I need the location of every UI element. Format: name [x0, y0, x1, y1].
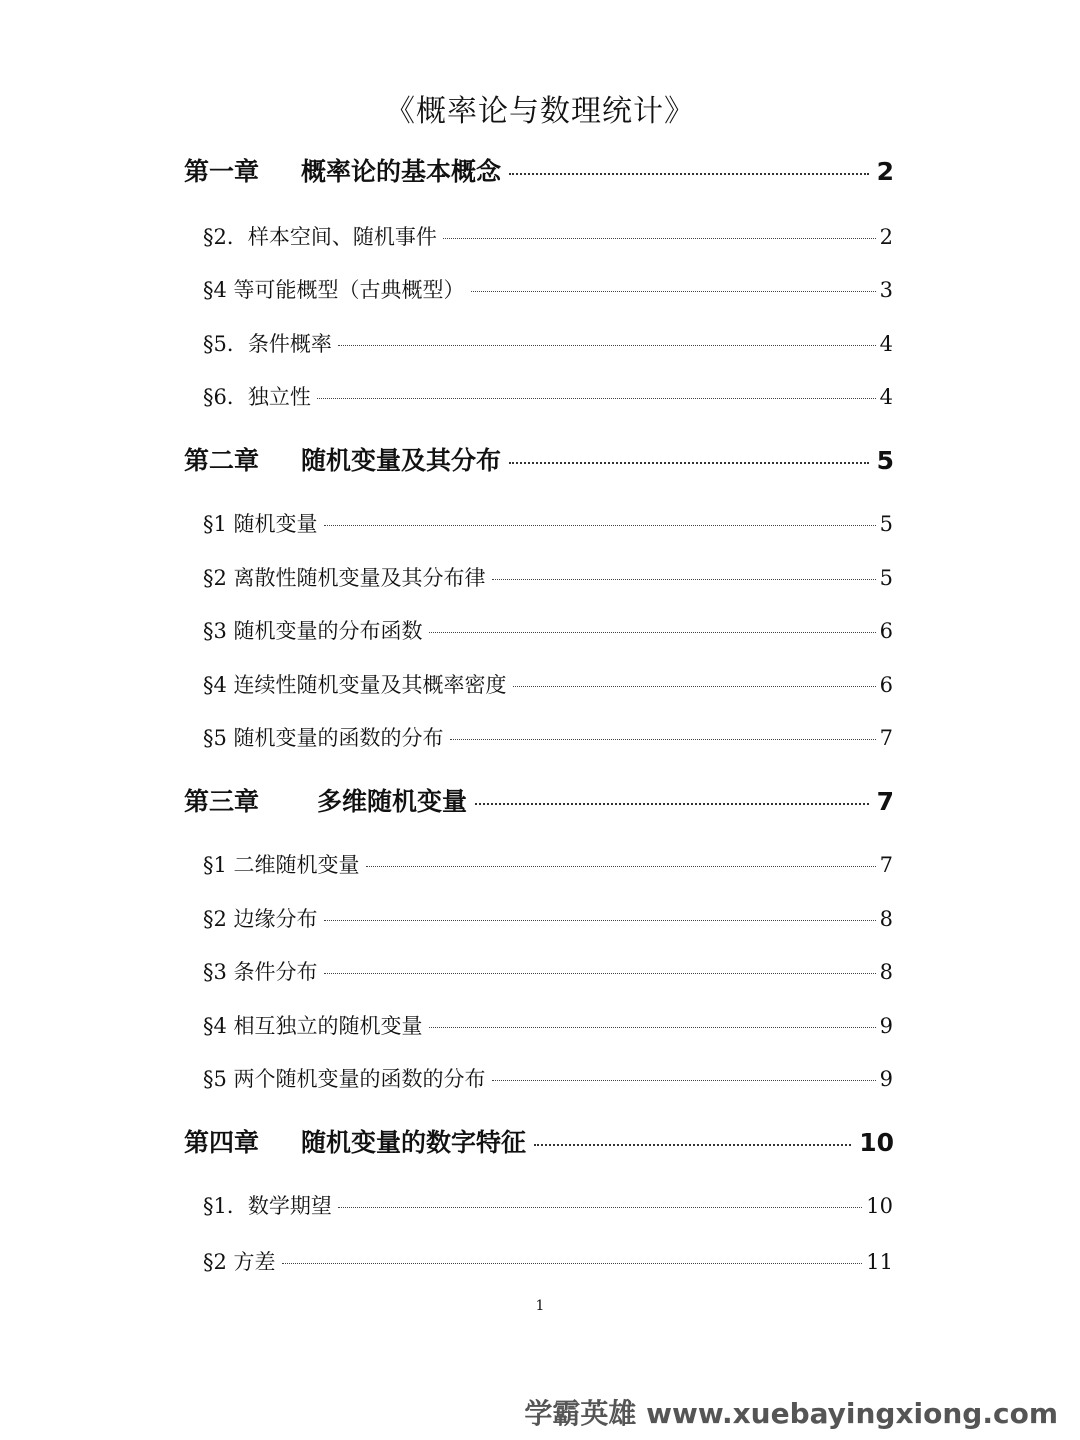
toc-section[interactable] — [203, 669, 893, 699]
toc-section[interactable] — [203, 903, 893, 933]
chapter-page-number: 2 — [876, 157, 894, 186]
chapter-page-number: 7 — [876, 787, 894, 816]
section-label: §4 连续性随机变量及其概率密度 — [203, 673, 507, 697]
dot-leader — [475, 803, 869, 805]
dot-leader — [450, 739, 876, 740]
document-title: 《概率论与数理统计》 — [385, 94, 695, 129]
section-label: §5 两个随机变量的函数的分布 — [203, 1067, 486, 1091]
toc-section[interactable] — [203, 1190, 893, 1220]
dot-leader — [492, 1080, 876, 1081]
section-label: §3 条件分布 — [203, 960, 318, 984]
chapter-title: 概率论的基本概念 — [301, 157, 502, 186]
section-label: §4 等可能概型（古典概型） — [203, 278, 465, 302]
toc-section[interactable] — [203, 562, 893, 592]
section-label: §1 二维随机变量 — [203, 853, 360, 877]
section-label: §2 方差 — [203, 1250, 276, 1274]
section-page-number: 3 — [879, 278, 893, 302]
section-page-number: 9 — [879, 1014, 893, 1038]
dot-leader — [513, 686, 876, 687]
section-label: §1．数学期望 — [203, 1194, 332, 1218]
dot-leader — [338, 1207, 862, 1208]
dot-leader — [429, 632, 876, 633]
toc-section[interactable] — [203, 722, 893, 752]
chapter-number: 第四章 — [184, 1128, 260, 1157]
section-page-number: 2 — [879, 225, 893, 249]
dot-leader — [492, 579, 876, 580]
section-page-number: 6 — [879, 673, 893, 697]
chapter-page-number: 5 — [876, 446, 894, 475]
toc-chapter-4[interactable] — [184, 1123, 894, 1159]
toc-chapter-2[interactable] — [184, 441, 894, 477]
section-page-number: 8 — [879, 907, 893, 931]
toc-chapter-1[interactable] — [184, 152, 894, 188]
section-page-number: 9 — [879, 1067, 893, 1091]
dot-leader — [509, 173, 869, 175]
toc-section[interactable] — [203, 849, 893, 879]
section-page-number: 11 — [866, 1250, 893, 1274]
section-label: §2 离散性随机变量及其分布律 — [203, 566, 486, 590]
toc-section[interactable] — [203, 1246, 893, 1276]
toc-chapter-3[interactable] — [184, 782, 894, 818]
section-label: §4 相互独立的随机变量 — [203, 1014, 423, 1038]
section-page-number: 6 — [879, 619, 893, 643]
toc-section[interactable] — [203, 508, 893, 538]
section-label: §2 边缘分布 — [203, 907, 318, 931]
section-page-number: 7 — [879, 726, 893, 750]
chapter-number: 第三章 — [184, 787, 260, 816]
dot-leader — [443, 238, 876, 239]
toc-section[interactable] — [203, 615, 893, 645]
dot-leader — [366, 866, 876, 867]
chapter-title: 多维随机变量 — [317, 787, 468, 816]
section-page-number: 10 — [866, 1194, 893, 1218]
footer-page-number: 1 — [535, 1298, 545, 1314]
dot-leader — [282, 1263, 863, 1264]
watermark: 学霸英雄 www.xuebayingxiong.com — [524, 1397, 1058, 1430]
dot-leader — [471, 291, 876, 292]
section-page-number: 7 — [879, 853, 893, 877]
toc-section[interactable] — [203, 1063, 893, 1093]
chapter-number: 第二章 — [184, 446, 260, 475]
dot-leader — [338, 345, 876, 346]
section-page-number: 5 — [879, 512, 893, 536]
chapter-number: 第一章 — [184, 157, 260, 186]
dot-leader — [324, 525, 876, 526]
chapter-page-number: 10 — [859, 1128, 894, 1157]
dot-leader — [324, 973, 876, 974]
dot-leader — [317, 398, 876, 399]
section-label: §5 随机变量的函数的分布 — [203, 726, 444, 750]
section-label: §5．条件概率 — [203, 332, 332, 356]
toc-section[interactable] — [203, 381, 893, 411]
toc-section[interactable] — [203, 1010, 893, 1040]
dot-leader — [324, 920, 876, 921]
dot-leader — [509, 462, 869, 464]
section-page-number: 4 — [879, 332, 893, 356]
dot-leader — [429, 1027, 876, 1028]
chapter-title: 随机变量及其分布 — [301, 446, 502, 475]
toc-section[interactable] — [203, 956, 893, 986]
toc-section[interactable] — [203, 274, 893, 304]
section-page-number: 4 — [879, 385, 893, 409]
toc-section[interactable] — [203, 328, 893, 358]
section-label: §6．独立性 — [203, 385, 311, 409]
section-label: §3 随机变量的分布函数 — [203, 619, 423, 643]
chapter-title: 随机变量的数字特征 — [301, 1128, 527, 1157]
toc-section[interactable] — [203, 221, 893, 251]
section-page-number: 5 — [879, 566, 893, 590]
section-page-number: 8 — [879, 960, 893, 984]
dot-leader — [534, 1144, 851, 1146]
section-label: §1 随机变量 — [203, 512, 318, 536]
section-label: §2．样本空间、随机事件 — [203, 225, 437, 249]
